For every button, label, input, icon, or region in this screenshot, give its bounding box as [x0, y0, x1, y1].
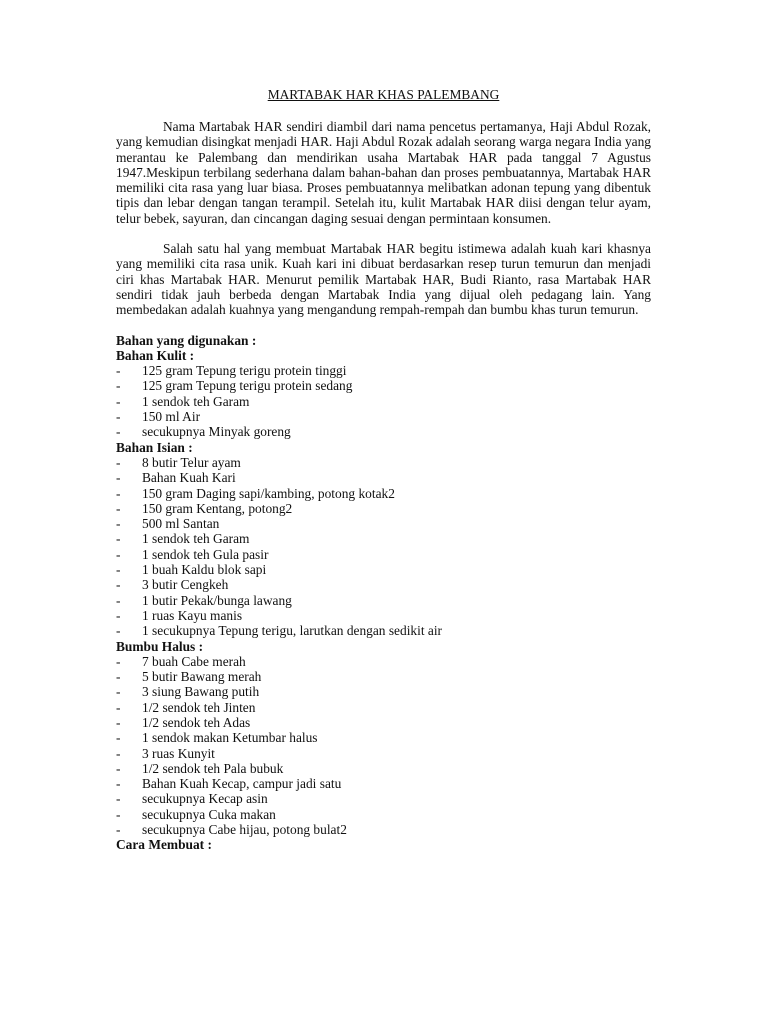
paragraph-kuah-kari: Salah satu hal yang membuat Martabak HAR begitu istimewa adalah kuah kari khasnya yang memiliki cita rasa unik. Kuah kari ini dibuat berdasarkan resep turun temurun dan menjadi ciri khas Martabak HAR. Menurut pemilik Martabak HAR, Budi Rianto, rasa Martabak HAR sendiri tidak jauh berbeda dengan Martabak India yang dijual oleh pedagang lain. Yang membedakan adalah kuahnya yang mengandung rempah-rempah dan bumbu khas turun temurun. [116, 241, 651, 318]
list-item-text: 8 butir Telur ayam [142, 454, 241, 470]
list-item [116, 715, 651, 730]
bullet-dash: - [116, 699, 121, 715]
list-item-text: 3 butir Cengkeh [142, 577, 229, 593]
bullet-dash: - [116, 623, 121, 639]
list-item [116, 409, 651, 424]
list-item [116, 516, 651, 531]
paragraph-history: Nama Martabak HAR sendiri diambil dari nama pencetus pertamanya, Haji Abdul Rozak, yang kemudian disingkat menjadi HAR. Haji Abdul Rozak adalah seorang warga negara India yang merantau ke Palembang dan mendirikan usaha Martabak HAR pada tanggal 7 Agustus 1947.Meskipun terbilang sederhana dalam bahan-bahan dan proses pembuatannya, Martabak HAR memiliki cita rasa yang luar biasa. Proses pembuatannya melibatkan adonan tepung yang dibentuk tipis dan lebar dengan tangan terampil. Setelah itu, kulit Martabak HAR diisi dengan telur ayam, telur bebek, sayuran, dan cincangan daging sesuai dengan permintaan konsumen. [116, 119, 651, 226]
bullet-dash: - [116, 607, 121, 623]
cara-membuat-heading: Cara Membuat : [116, 837, 212, 853]
list-item [116, 654, 651, 669]
bullet-dash: - [116, 791, 121, 807]
list-item-text: 125 gram Tepung terigu protein tinggi [142, 363, 347, 379]
bullet-dash: - [116, 577, 121, 593]
list-item [116, 822, 651, 837]
list-item-text: secukupnya Kecap asin [142, 791, 268, 807]
bullet-dash: - [116, 424, 121, 440]
list-item-text: 1 secukupnya Tepung terigu, larutkan dengan sedikit air [142, 623, 443, 639]
list-item-text: 7 buah Cabe merah [142, 653, 246, 669]
list-item-text: 150 gram Daging sapi/kambing, potong kotak2 [142, 485, 395, 501]
bullet-dash: - [116, 776, 121, 792]
document-title: MARTABAK HAR KHAS PALEMBANG [267, 87, 500, 102]
list-item-text: Bahan Kuah Kari [142, 470, 236, 486]
list-item [116, 623, 651, 638]
list-item-text: 3 ruas Kunyit [142, 745, 215, 761]
list-item-text: 1/2 sendok teh Pala bubuk [142, 760, 284, 776]
list-item [116, 378, 651, 393]
bullet-dash: - [116, 393, 121, 409]
document-content [116, 87, 651, 853]
bumbu-halus-heading: Bumbu Halus : [116, 638, 204, 654]
bullet-dash: - [116, 822, 121, 838]
list-item [116, 394, 651, 409]
list-item [116, 424, 651, 439]
list-item-text: 150 gram Kentang, potong2 [142, 500, 293, 516]
list-item-text: 1 buah Kaldu blok sapi [142, 562, 267, 578]
bullet-dash: - [116, 806, 121, 822]
bullet-dash: - [116, 669, 121, 685]
list-item [116, 486, 651, 501]
list-item [116, 807, 651, 822]
list-item [116, 593, 651, 608]
list-item-text: 125 gram Tepung terigu protein sedang [142, 378, 353, 394]
bullet-dash: - [116, 592, 121, 608]
bahan-isian-heading: Bahan Isian : [116, 439, 193, 455]
bullet-dash: - [116, 684, 121, 700]
list-item-text: 5 butir Bawang merah [142, 669, 262, 685]
bullet-dash: - [116, 760, 121, 776]
list-item [116, 455, 651, 470]
list-item [116, 746, 651, 761]
list-item-text: 1 sendok teh Garam [142, 531, 250, 547]
list-item-text: secukupnya Cuka makan [142, 806, 276, 822]
list-item-text: secukupnya Cabe hijau, potong bulat2 [142, 822, 347, 838]
list-item [116, 562, 651, 577]
list-item [116, 730, 651, 745]
list-item [116, 501, 651, 516]
list-item-text: secukupnya Minyak goreng [142, 424, 291, 440]
list-item [116, 363, 651, 378]
list-item-text: 1 sendok teh Garam [142, 393, 250, 409]
list-item-text: 1/2 sendok teh Adas [142, 714, 251, 730]
list-item [116, 470, 651, 485]
bullet-dash: - [116, 714, 121, 730]
bahan-kulit-heading: Bahan Kulit : [116, 347, 195, 363]
list-item [116, 531, 651, 546]
bullet-dash: - [116, 470, 121, 486]
list-item [116, 684, 651, 699]
list-item [116, 761, 651, 776]
bullet-dash: - [116, 409, 121, 425]
bullet-dash: - [116, 516, 121, 532]
list-item-text: 500 ml Santan [142, 516, 220, 532]
bullet-dash: - [116, 454, 121, 470]
list-item-text: Bahan Kuah Kecap, campur jadi satu [142, 776, 342, 792]
bahan-heading: Bahan yang digunakan : [116, 332, 257, 348]
bullet-dash: - [116, 653, 121, 669]
list-item-text: 1 sendok makan Ketumbar halus [142, 730, 318, 746]
list-item-text: 1/2 sendok teh Jinten [142, 699, 256, 715]
bullet-dash: - [116, 378, 121, 394]
bumbu-halus-list [116, 654, 651, 838]
bahan-kulit-list [116, 363, 651, 439]
bullet-dash: - [116, 363, 121, 379]
list-item [116, 700, 651, 715]
list-item-text: 1 butir Pekak/bunga lawang [142, 592, 292, 608]
bullet-dash: - [116, 500, 121, 516]
list-item-text: 1 sendok teh Gula pasir [142, 546, 269, 562]
list-item [116, 608, 651, 623]
list-item-text: 150 ml Air [142, 409, 201, 425]
bullet-dash: - [116, 485, 121, 501]
list-item [116, 547, 651, 562]
list-item [116, 791, 651, 806]
bullet-dash: - [116, 562, 121, 578]
bullet-dash: - [116, 730, 121, 746]
list-item [116, 669, 651, 684]
bahan-isian-list [116, 455, 651, 639]
list-item-text: 1 ruas Kayu manis [142, 607, 243, 623]
list-item [116, 577, 651, 592]
bullet-dash: - [116, 531, 121, 547]
list-item [116, 776, 651, 791]
list-item-text: 3 siung Bawang putih [142, 684, 260, 700]
bullet-dash: - [116, 546, 121, 562]
bullet-dash: - [116, 745, 121, 761]
